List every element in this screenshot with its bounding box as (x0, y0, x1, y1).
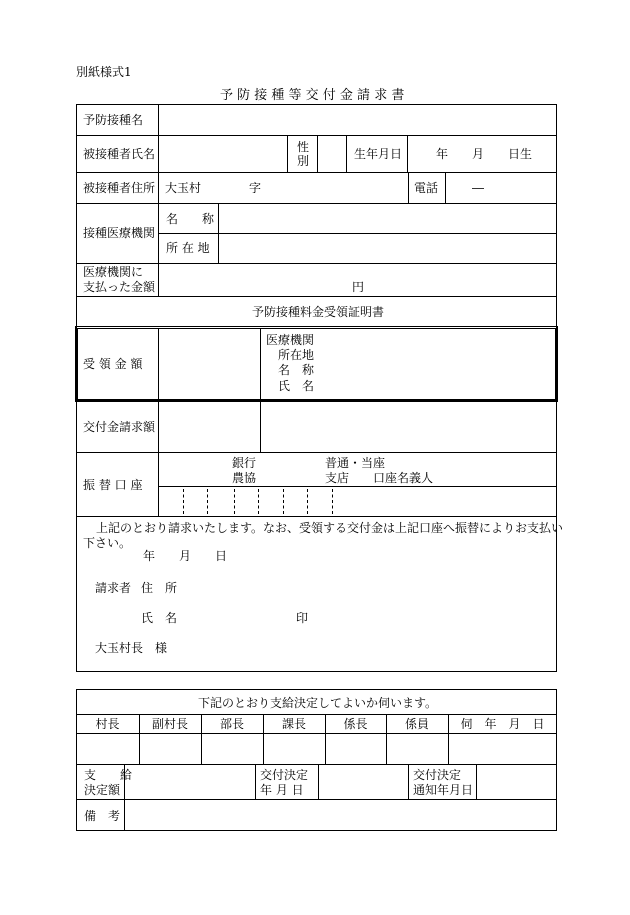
receipt-title: 予防接種料金受領証明書 (252, 305, 385, 319)
phone-dash: ― (472, 181, 484, 195)
approval-col: 係長 (343, 717, 368, 731)
account-type: 普通・当座 (325, 456, 386, 470)
form-id: 別紙様式1 (76, 65, 132, 79)
approval-col: 伺 年 月 日 (460, 717, 545, 731)
approval-box (76, 689, 557, 831)
address-aza: 字 (249, 181, 262, 195)
declaration-date: 年 月 日 (143, 549, 228, 563)
amount-label: 受 領 金 額 (83, 357, 143, 371)
approval-col: 副村長 (151, 717, 188, 731)
declaration-text: 上記のとおり請求いたします。なお、受領する交付金は上記口座へ振替によりお支払い (96, 521, 564, 535)
address-village: 大玉村 (165, 181, 202, 195)
holder-label: 口座名義人 (373, 471, 434, 485)
pay-label: 支 給 (84, 768, 133, 782)
name-label: 被接種者氏名 (83, 147, 156, 161)
transfer-label: 振 替 口 座 (83, 478, 143, 492)
vaccine-label: 予防接種名 (83, 113, 144, 127)
clinic-label: 接種医療機関 (83, 226, 156, 240)
decision-label: 交付決定 (260, 768, 309, 782)
seal-mark: 印 (296, 611, 309, 625)
page-title: 予 防 接 種 等 交 付 金 請 求 書 (220, 88, 405, 103)
approval-col: 部長 (219, 717, 244, 731)
approval-col: 係員 (404, 717, 429, 731)
address-label: 被接種者住所 (83, 181, 156, 195)
grant-label: 交付金請求額 (83, 420, 156, 434)
noukyo-label: 農協 (232, 471, 257, 485)
applicant-address: 住 所 (141, 581, 178, 595)
paid-unit: 円 (352, 280, 365, 294)
approval-col: 課長 (281, 717, 306, 731)
clinic-address-label: 所 在 地 (166, 241, 210, 255)
bank-label: 銀行 (232, 456, 257, 470)
receipt-frame (75, 326, 558, 402)
approval-col: 村長 (95, 717, 120, 731)
notify-label: 交付決定 (413, 768, 462, 782)
phone-label: 電話 (414, 181, 439, 195)
clinic-name-label: 名 称 (166, 212, 215, 226)
approval-heading: 下記のとおり支給決定してよいか伺います。 (198, 696, 438, 710)
dob-label: 生年月日 (354, 147, 403, 161)
sex-label: 性 (297, 140, 310, 154)
branch-label: 支店 (325, 471, 350, 485)
addressee: 大玉村長 様 (95, 641, 168, 655)
applicant-name: 氏 名 (141, 611, 178, 625)
remarks-label: 備 考 (84, 809, 121, 823)
dob-value: 年 月 日生 (436, 147, 533, 161)
applicant-label: 請求者 (95, 581, 132, 595)
institution-label: 医療機関 (266, 333, 315, 347)
paid-label: 医療機関に (83, 265, 144, 279)
